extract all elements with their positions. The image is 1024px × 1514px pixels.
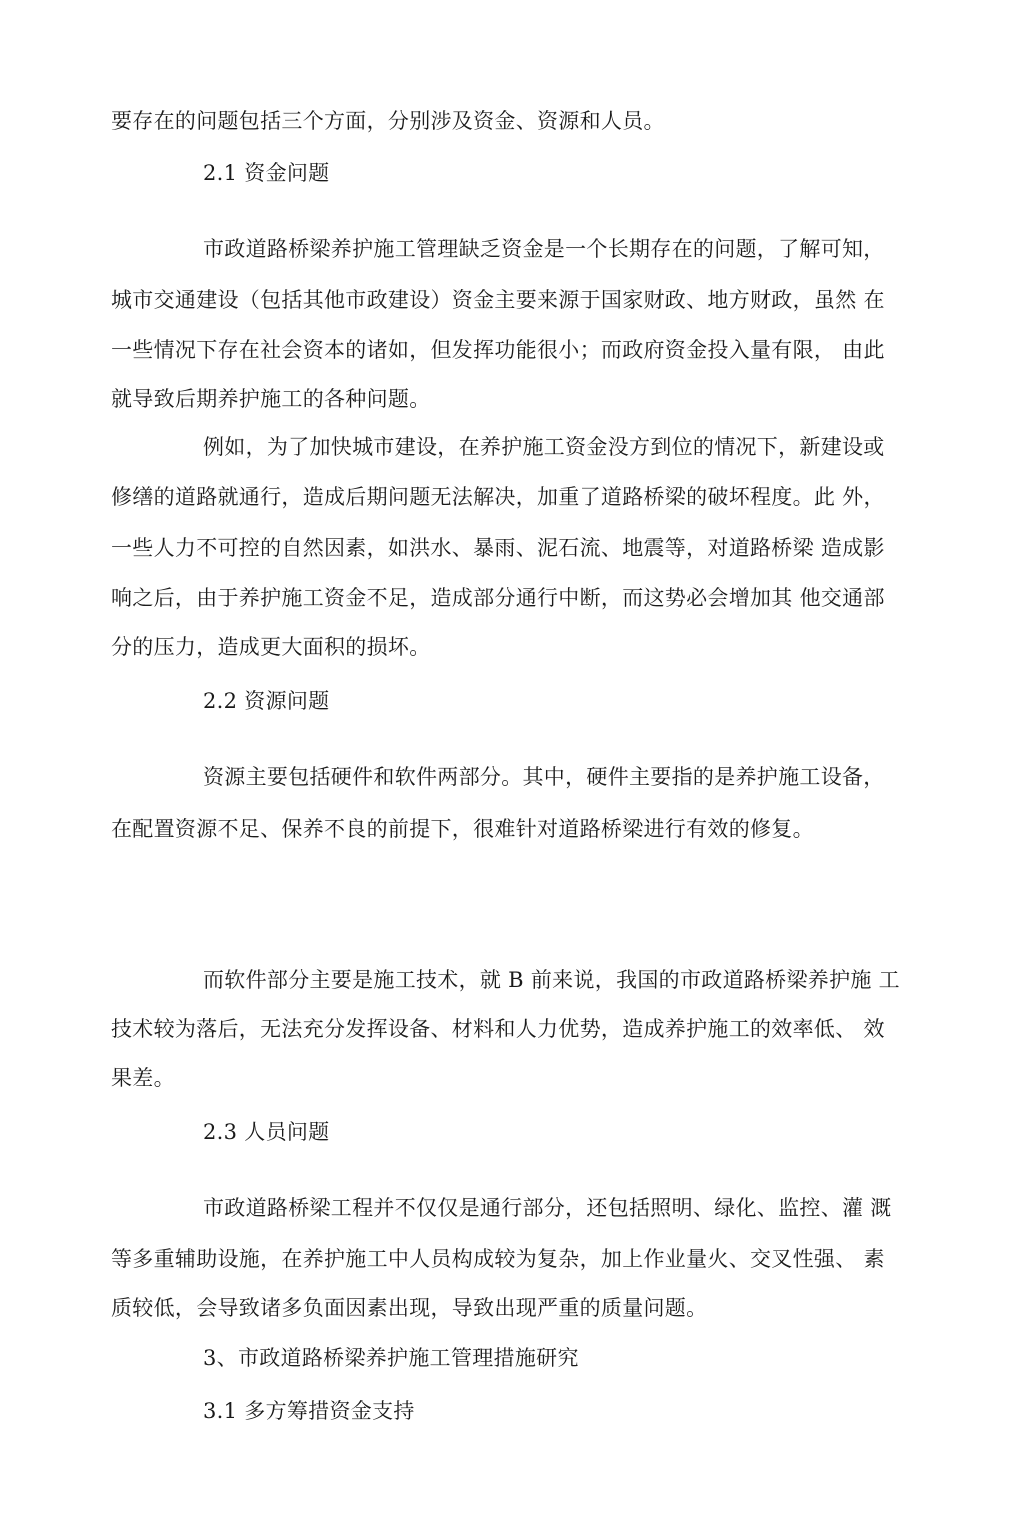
text-line: 分的压力，造成更大面积的损坏。 bbox=[111, 635, 431, 659]
section-heading: 2.3 人员问题 bbox=[203, 1120, 330, 1144]
text-line: 要存在的问题包括三个方面，分别涉及资金、资源和人员。 bbox=[111, 109, 665, 133]
text-line: 而软件部分主要是施工技术，就 B 前来说，我国的市政道路桥梁养护施 工 bbox=[203, 968, 900, 992]
text-line: 城市交通建设（包括其他市政建设）资金主要来源于国家财政、地方财政，虽然 在 bbox=[111, 288, 885, 312]
text-line: 市政道路桥梁养护施工管理缺乏资金是一个长期存在的问题，了解可知， bbox=[203, 237, 885, 261]
text-line: 例如，为了加快城市建设，在养护施工资金没方到位的情况下，新建设或 bbox=[203, 435, 885, 459]
text-line: 技术较为落后，无法充分发挥设备、材料和人力优势，造成养护施工的效率低、 效 bbox=[111, 1017, 885, 1041]
text-line: 在配置资源不足、保养不良的前提下，很难针对道路桥梁进行有效的修复。 bbox=[111, 817, 814, 841]
text-line: 就导致后期养护施工的各种问题。 bbox=[111, 387, 431, 411]
text-line: 果差。 bbox=[111, 1066, 175, 1090]
section-heading: 2.1 资金问题 bbox=[203, 161, 330, 185]
text-line: 一些情况下存在社会资本的诸如，但发挥功能很小；而政府资金投入量有限， 由此 bbox=[111, 338, 885, 362]
text-line: 资源主要包括硬件和软件两部分。其中，硬件主要指的是养护施工设备， bbox=[203, 765, 885, 789]
text-line: 市政道路桥梁工程并不仅仅是通行部分，还包括照明、绿化、监控、灌 溉 bbox=[203, 1196, 892, 1220]
text-line: 一些人力不可控的自然因素，如洪水、暴雨、泥石流、地震等，对道路桥梁 造成影 bbox=[111, 536, 885, 560]
text-line: 质较低，会导致诸多负面因素出现，导致出现严重的质量问题。 bbox=[111, 1296, 708, 1320]
section-heading: 2.2 资源问题 bbox=[203, 689, 330, 713]
section-heading: 3、市政道路桥梁养护施工管理措施研究 bbox=[203, 1346, 579, 1370]
text-line: 修缮的道路就通行，造成后期问题无法解决，加重了道路桥梁的破坏程度。此 外， bbox=[111, 485, 885, 509]
section-heading: 3.1 多方筹措资金支持 bbox=[203, 1399, 415, 1423]
text-line: 等多重辅助设施，在养护施工中人员构成较为复杂，加上作业量火、交叉性强、 素 bbox=[111, 1247, 885, 1271]
text-line: 响之后，由于养护施工资金不足，造成部分通行中断，而这势必会增加其 他交通部 bbox=[111, 586, 885, 610]
